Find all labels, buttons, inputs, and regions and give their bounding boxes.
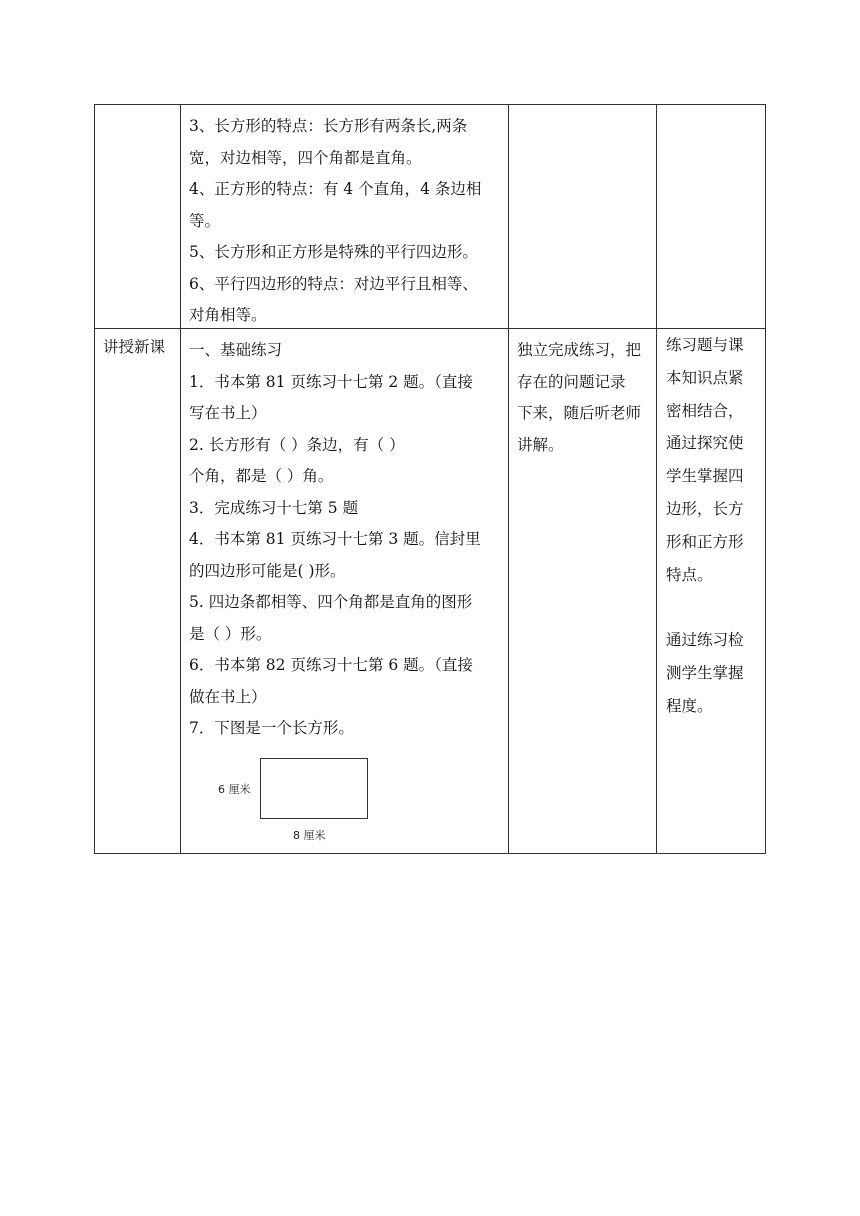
content-line: 4．书本第 81 页练习十七第 3 题。信封里 bbox=[189, 530, 481, 548]
content-line: 的四边形可能是( )形。 bbox=[189, 561, 346, 580]
width-label: 8 厘米 bbox=[293, 829, 326, 842]
content-line: 通过探究使 bbox=[666, 434, 744, 453]
row2-content-cell bbox=[189, 335, 505, 745]
content-line: 是（ ）形。 bbox=[189, 624, 272, 643]
row1-content-cell bbox=[189, 111, 505, 332]
column-divider-2 bbox=[508, 104, 509, 854]
content-line: 程度。 bbox=[666, 696, 713, 715]
row2-intent-cell bbox=[666, 329, 764, 723]
table-border-left bbox=[94, 104, 95, 854]
content-line: 5、长方形和正方形是特殊的平行四边形。 bbox=[189, 243, 478, 261]
content-line: 练习题与课 bbox=[666, 336, 744, 354]
column-divider-1 bbox=[180, 104, 181, 854]
rectangle-shape bbox=[260, 758, 368, 819]
content-line: 本知识点紧 bbox=[666, 368, 744, 387]
row2-label-cell bbox=[103, 332, 179, 364]
content-line: 6．书本第 82 页练习十七第 6 题。（直接 bbox=[189, 656, 473, 674]
content-line: 测学生掌握 bbox=[666, 663, 744, 682]
content-line: 对角相等。 bbox=[189, 306, 267, 324]
content-line: 通过练习检 bbox=[666, 631, 744, 650]
section-label: 讲授新课 bbox=[103, 338, 166, 356]
content-line: 3．完成练习十七第 5 题 bbox=[189, 498, 359, 517]
content-line: 形和正方形 bbox=[666, 532, 744, 551]
blank-gap bbox=[666, 591, 764, 624]
content-line: 5. 四边条都相等、四个角都是直角的图形 bbox=[189, 593, 473, 611]
content-line: 做在书上） bbox=[189, 687, 267, 706]
content-line: 存在的问题记录 bbox=[517, 372, 626, 391]
rectangle-figure bbox=[214, 754, 374, 844]
content-line: 6、平行四边形的特点：对边平行且相等、 bbox=[189, 274, 478, 293]
content-line: 下来，随后听老师 bbox=[517, 404, 642, 422]
content-line: 宽，对边相等，四个角都是直角。 bbox=[189, 148, 422, 167]
content-heading: 一、基础练习 bbox=[189, 341, 283, 359]
content-line: 1．书本第 81 页练习十七第 2 题。（直接 bbox=[189, 372, 473, 391]
lesson-table bbox=[94, 104, 766, 854]
content-line: 密相结合， bbox=[666, 401, 744, 420]
content-line: 讲解。 bbox=[517, 435, 564, 454]
column-divider-3 bbox=[656, 104, 657, 854]
content-line: 4、正方形的特点：有 4 个直角，4 条边相 bbox=[189, 180, 482, 198]
height-label: 6 厘米 bbox=[218, 783, 251, 796]
content-line: 3、长方形的特点：长方形有两条长,两条 bbox=[189, 117, 468, 135]
content-line: 写在书上） bbox=[189, 404, 267, 422]
content-line: 等。 bbox=[189, 211, 221, 230]
row2-student-cell bbox=[517, 335, 653, 461]
content-line: 独立完成练习，把 bbox=[517, 341, 642, 359]
content-line: 学生掌握四 bbox=[666, 467, 744, 486]
table-border-right bbox=[765, 104, 766, 854]
content-line: 2. 长方形有（ ）条边，有（ ） bbox=[189, 435, 405, 454]
table-border-top bbox=[94, 104, 766, 105]
table-border-bottom bbox=[94, 853, 766, 854]
content-line: 个角，都是（ ）角。 bbox=[189, 467, 334, 485]
content-line: 边形，长方 bbox=[666, 499, 744, 518]
content-line: 特点。 bbox=[666, 565, 713, 584]
content-line: 7．下图是一个长方形。 bbox=[189, 719, 354, 737]
